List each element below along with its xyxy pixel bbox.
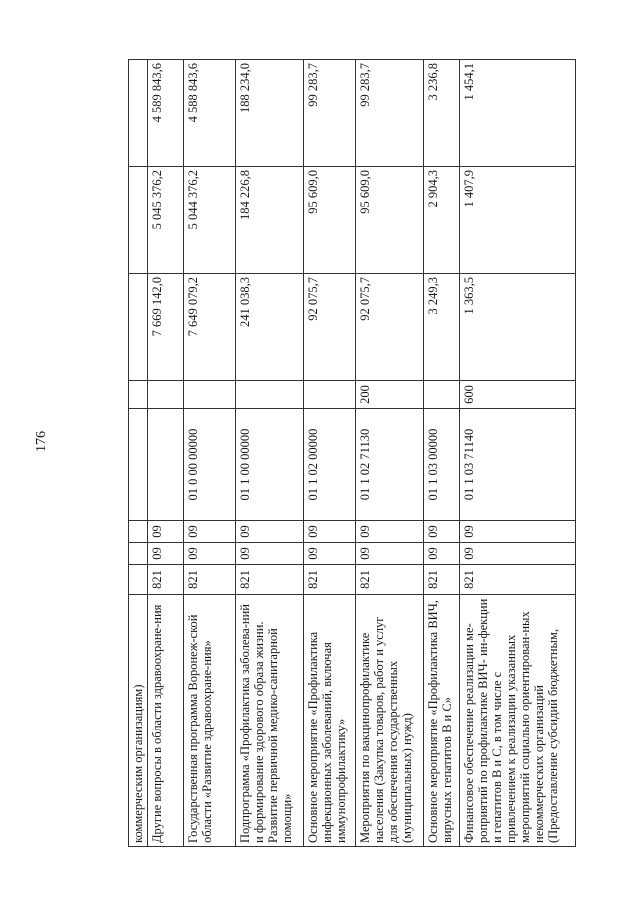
budget-table: [128, 59, 576, 847]
cell-rz: 09: [184, 543, 236, 565]
cell-pr: 09: [356, 521, 424, 543]
cell-gr: 821: [236, 565, 304, 595]
cell-value-2: 5 044 376,2: [184, 167, 236, 274]
cell-csr: [148, 409, 184, 521]
cell-pr: 09: [424, 521, 460, 543]
cell-rz: 09: [148, 543, 184, 565]
table-row: [304, 60, 356, 847]
cell-value-1: 3 249,3: [424, 274, 460, 381]
cell-name: Государственная программа Воронеж-ской области «Развитие здравоохране-ния»: [184, 595, 236, 847]
cell-vr: [304, 381, 356, 409]
cell-value-1: 1 363,5: [460, 274, 576, 381]
cell-pr: 09: [236, 521, 304, 543]
table-row: [356, 60, 424, 847]
cell-name: Подпрограмма «Профилактика заболева-ний и формирование здорового образа жизни. Развитие первичной медико-санитарной помощи»: [236, 595, 304, 847]
cell-csr: 01 1 03 00000: [424, 409, 460, 521]
cell-vr: [129, 381, 148, 409]
page-number: 176: [34, 431, 49, 452]
cell-vr: [184, 381, 236, 409]
cell-vr: [424, 381, 460, 409]
cell-gr: 821: [424, 565, 460, 595]
cell-value-2: 5 045 376,2: [148, 167, 184, 274]
cell-rz: 09: [236, 543, 304, 565]
cell-value-1: 7 649 079,2: [184, 274, 236, 381]
cell-name: Основное мероприятие «Профилактика ВИЧ, вирусных гепатитов В и С»: [424, 595, 460, 847]
cell-vr: 600: [460, 381, 576, 409]
cell-pr: 09: [304, 521, 356, 543]
table-row: [460, 60, 576, 847]
cell-vr: 200: [356, 381, 424, 409]
table-row: [129, 60, 148, 847]
cell-csr: 01 1 02 71130: [356, 409, 424, 521]
cell-value-3: 4 589 843,6: [148, 60, 184, 167]
cell-name: коммерческим организациям): [129, 595, 148, 847]
cell-value-3: 1 454,1: [460, 60, 576, 167]
cell-gr: 821: [148, 565, 184, 595]
cell-csr: 01 1 00 00000: [236, 409, 304, 521]
cell-value-1: 92 075,7: [356, 274, 424, 381]
cell-vr: [236, 381, 304, 409]
cell-csr: 01 1 03 71140: [460, 409, 576, 521]
cell-name: Мероприятия по вакцинопрофилактике населения (Закупка товаров, работ и услуг для обеспечения государственных (муниципальных) нужд): [356, 595, 424, 847]
cell-value-3: 188 234,0: [236, 60, 304, 167]
table-row: [184, 60, 236, 847]
cell-name: Основное мероприятие «Профилактика инфекционных заболеваний, включая иммунопрофилактику»: [304, 595, 356, 847]
cell-value-2: 2 904,3: [424, 167, 460, 274]
table-row: [148, 60, 184, 847]
cell-value-3: 3 236,8: [424, 60, 460, 167]
cell-name: Другие вопросы в области здравоохране-ния: [148, 595, 184, 847]
cell-value-2: 95 609,0: [356, 167, 424, 274]
cell-value-3: 99 283,7: [356, 60, 424, 167]
cell-csr: 01 0 00 00000: [184, 409, 236, 521]
cell-gr: 821: [304, 565, 356, 595]
cell-pr: [129, 521, 148, 543]
cell-value-2: 95 609,0: [304, 167, 356, 274]
cell-rz: 09: [460, 543, 576, 565]
cell-csr: [129, 409, 148, 521]
cell-pr: 09: [148, 521, 184, 543]
cell-csr: 01 1 02 00000: [304, 409, 356, 521]
cell-value-3: 99 283,7: [304, 60, 356, 167]
cell-value-1: [129, 274, 148, 381]
table-row: [236, 60, 304, 847]
cell-rz: 09: [304, 543, 356, 565]
cell-rz: 09: [424, 543, 460, 565]
cell-pr: 09: [460, 521, 576, 543]
cell-value-2: [129, 167, 148, 274]
cell-pr: 09: [184, 521, 236, 543]
cell-value-1: 7 669 142,0: [148, 274, 184, 381]
cell-vr: [148, 381, 184, 409]
cell-value-1: 241 038,3: [236, 274, 304, 381]
cell-name: Финансовое обеспечение реализации ме-роприятий по профилактике ВИЧ- ин-фекции и гепатитов В и С, в том числе с привлечением к реализации указанных мероприятий социально ориентирован-ных некоммерческих организаций (Предоставление субсидий бюджетным,: [460, 595, 576, 847]
cell-gr: 821: [356, 565, 424, 595]
cell-rz: [129, 543, 148, 565]
cell-value-1: 92 075,7: [304, 274, 356, 381]
cell-gr: [129, 565, 148, 595]
cell-value-2: 1 407,9: [460, 167, 576, 274]
cell-gr: 821: [184, 565, 236, 595]
cell-gr: 821: [460, 565, 576, 595]
cell-value-3: [129, 60, 148, 167]
cell-value-2: 184 226,8: [236, 167, 304, 274]
budget-table-rotated: [128, 60, 610, 847]
cell-rz: 09: [356, 543, 424, 565]
cell-value-3: 4 588 843,6: [184, 60, 236, 167]
table-row: [424, 60, 460, 847]
